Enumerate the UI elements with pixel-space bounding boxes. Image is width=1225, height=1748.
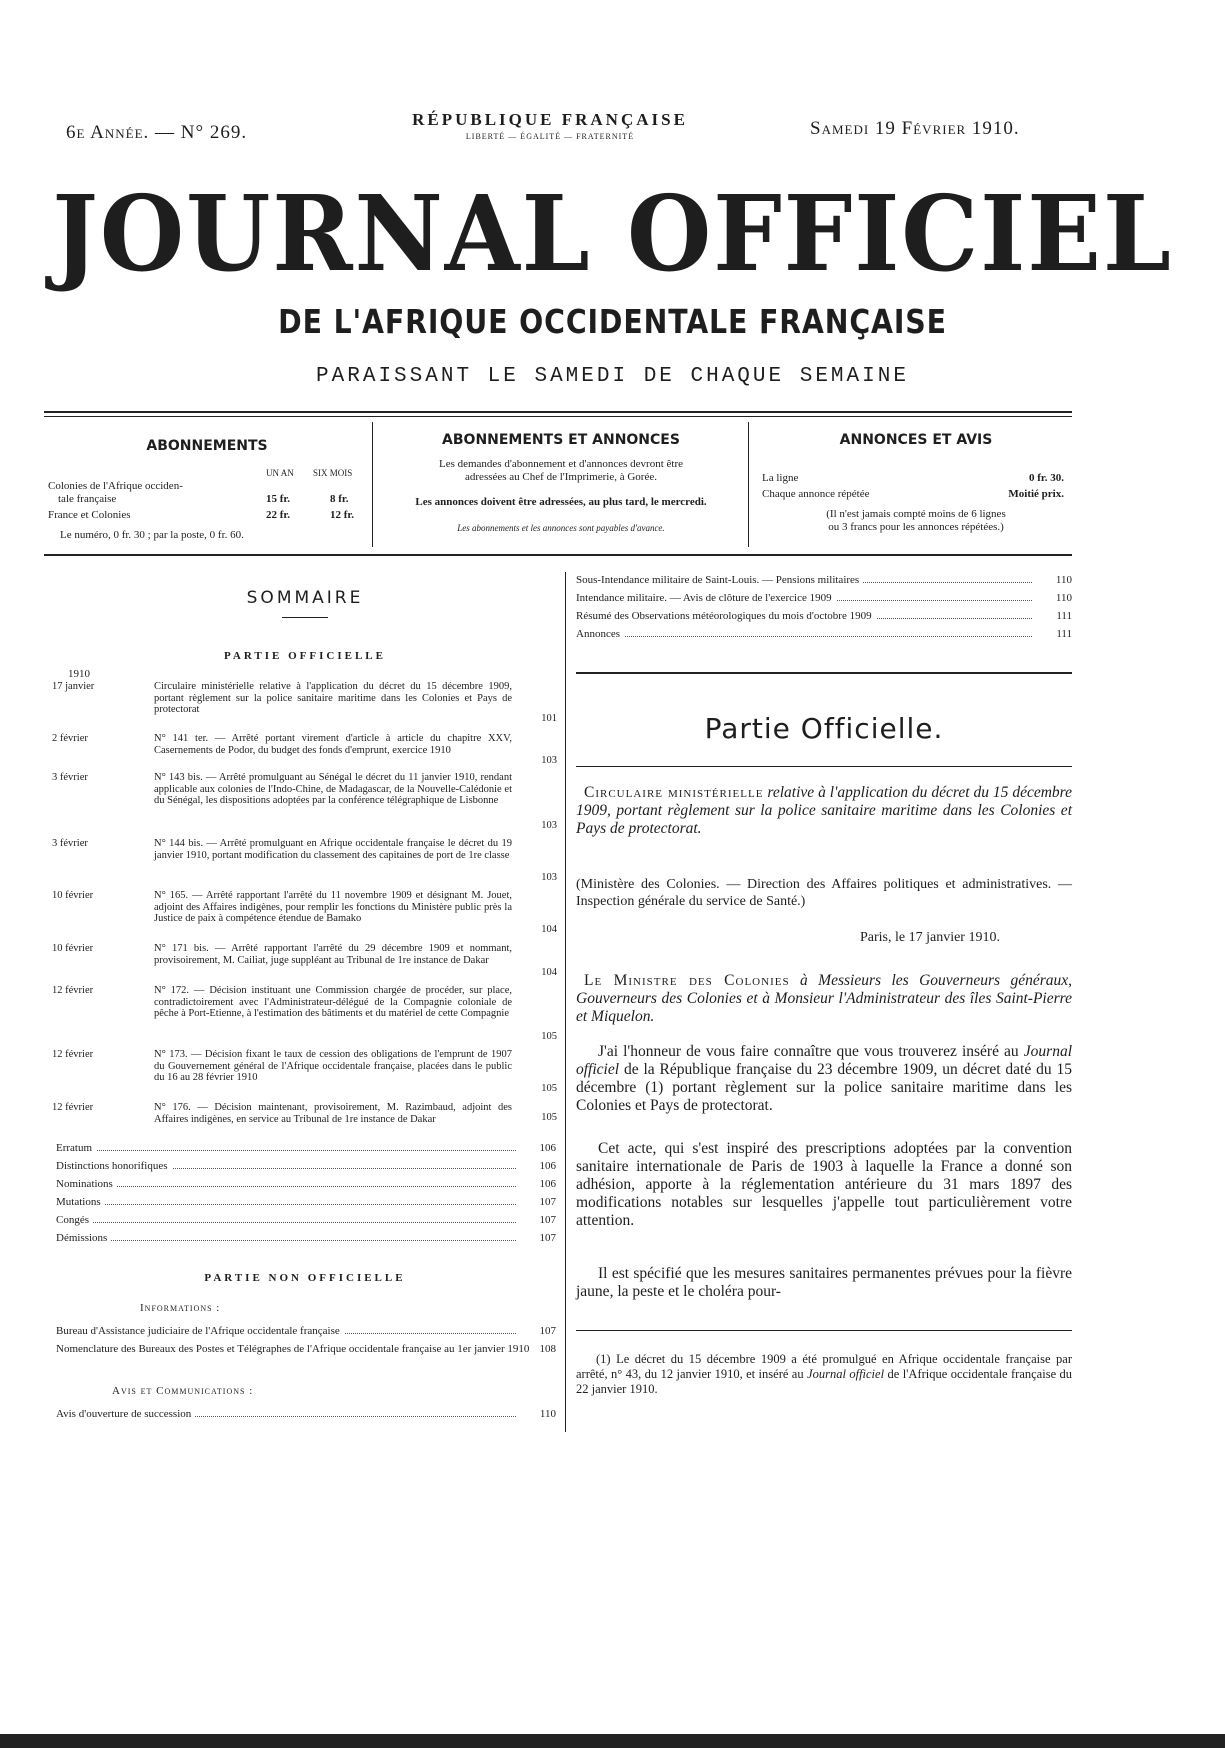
repete-value: Moitié prix. [1008, 488, 1064, 500]
republique-label: RÉPUBLIQUE FRANÇAISE [412, 110, 688, 129]
leader-dots [56, 1240, 516, 1241]
col-un-an: UN AN [266, 468, 294, 478]
sommaire-year: 1910 [68, 668, 90, 680]
toc-entry-date: 3 février [52, 772, 88, 783]
toc-entry-page: 103 [541, 820, 557, 831]
abon-row1-an: 15 fr. [266, 493, 291, 505]
band-bottom-rule [44, 554, 1072, 556]
toc-simple-page: 108 [539, 1343, 556, 1355]
toc-simple-label: Bureau d'Assistance judiciaire de l'Afrique occidentale française [56, 1325, 344, 1337]
toc-entry-text: N° 176. — Décision maintenant, provisoirement, M. Razimbaud, adjoint des Affaires indigènes, en service au Tribunal de 1re instance de Dakar [154, 1102, 512, 1125]
toc-simple-entry [576, 592, 1072, 605]
issue-date: Samedi 19 Février 1910. [810, 118, 1020, 139]
toc-simple-page: 106 [539, 1178, 556, 1190]
leader-dots [56, 1150, 516, 1151]
numero-price: Le numéro, 0 fr. 30 ; par la poste, 0 fr. 60. [60, 529, 244, 541]
toc-entry [52, 733, 557, 767]
ligne-label: La ligne [762, 472, 799, 484]
toc-entry-text: N° 144 bis. — Arrêté promulguant en Afrique occidentale française le décret du 19 janvier 1910, portant modification du classement des capitaines de port de 1re classe [154, 838, 512, 861]
leader-dots [56, 1222, 516, 1223]
toc-simple-label: Résumé des Observations météorologiques du mois d'octobre 1909 [576, 610, 876, 622]
toc-entry-text: N° 141 ter. — Arrêté portant virement d'article à article du chapitre XXV, Casernements de Podor, du budget des fonds d'emprunt, exercice 1910 [154, 733, 512, 756]
toc-entry [52, 772, 557, 832]
toc-simple-label: Nomenclature des Bureaux des Postes et Télégraphes de l'Afrique occidentale française au 1er janvier 1910 [56, 1343, 533, 1355]
column-divider [565, 572, 566, 1432]
toc-entry-text: N° 165. — Arrêté rapportant l'arrêté du 11 novembre 1909 et désignant M. Jouet, adjoint des Affaires indigènes, pour remplir les fonctions du Ministère public près la Justice de paix à compétence étendue de Bamako [154, 890, 512, 924]
toc-simple-label: Erratum [56, 1142, 96, 1154]
leader-dots [576, 636, 1032, 637]
toc-simple-entry [576, 610, 1072, 623]
footnote-journal-ref: Journal officiel [807, 1367, 885, 1381]
paragraph-1 [576, 1043, 1072, 1115]
toc-simple-page: 106 [539, 1160, 556, 1172]
annonces-note [760, 508, 1072, 534]
band-divider-1 [372, 422, 373, 547]
repete-label: Chaque annonce répétée [762, 488, 870, 500]
band-top-rule [44, 411, 1072, 413]
toc-simple-page: 110 [1055, 574, 1072, 586]
toc-entry-date: 3 février [52, 838, 88, 849]
toc-simple-entry [56, 1214, 556, 1227]
paragraph-3: Il est spécifié que les mesures sanitaires permanentes prévues pour la fièvre jaune, la peste et le choléra pour- [576, 1265, 1072, 1300]
toc-simple-label: Sous-Intendance militaire de Saint-Louis. — Pensions militaires [576, 574, 863, 586]
toc-simple-page: 107 [539, 1325, 556, 1337]
leader-dots [56, 1186, 516, 1187]
abon-row2-label: France et Colonies [48, 509, 131, 521]
ministere-line: (Ministère des Colonies. — Direction des Affaires politiques et administratives. — Inspection générale du service de Santé.) [576, 877, 1072, 909]
toc-simple-label: Congés [56, 1214, 93, 1226]
toc-simple-label: Nominations [56, 1178, 117, 1190]
ministre-address [576, 972, 1072, 1026]
journal-title: JOURNAL OFFICIEL [52, 172, 1173, 295]
toc-simple-label: Intendance militaire. — Avis de clôture de l'exercice 1909 [576, 592, 836, 604]
toc-simple-label: Distinctions honorifiques [56, 1160, 172, 1172]
abon-annonces-line4: Les abonnements et les annonces sont payables d'avance. [457, 523, 665, 533]
toc-simple-entry [56, 1343, 556, 1356]
footnote [576, 1352, 1072, 1397]
toc-entry [52, 943, 557, 979]
abon-annonces-line3: Les annonces doivent être adressées, au plus tard, le mercredi. [415, 496, 707, 508]
toc-entry [52, 985, 557, 1043]
annonces-avis-box [760, 432, 1072, 533]
toc-simple-page: 110 [1055, 592, 1072, 604]
abon-row2-six: 12 fr. [330, 509, 355, 521]
p1-part-b: de la République française du 23 décembre 1909, un décret daté du 15 décembre (1) portant règlement sur la police sanitaire maritime dans les Colonies et Pays de protectorat. [576, 1061, 1073, 1114]
toc-entry-date: 10 février [52, 943, 94, 954]
toc-entry-text: N° 143 bis. — Arrêté promulguant au Sénégal le décret du 11 janvier 1910, rendant applicable aux colonies de l'Indo-Chine, de Madagascar, de la Nouvelle-Calédonie et du Sénégal, les dispositions adoptées par la conférence télégraphique de Lisbonne [154, 772, 512, 806]
toc-simple-label: Démissions [56, 1232, 111, 1244]
issue-number: 6e Année. — N° 269. [66, 122, 248, 143]
toc-simple-entry [576, 628, 1072, 641]
partie-officielle-title: Partie Officielle. [704, 712, 944, 745]
toc-entry-page: 104 [541, 924, 557, 935]
toc-entry-text: N° 173. — Décision fixant le taux de cession des obligations de l'emprunt de 1907 du Gouvernement général de l'Afrique occidentale française, placées dans le public du 16 au 28 février 1910 [154, 1049, 512, 1083]
abon-annonces-line1: Les demandes d'abonnement et d'annonces devront être [438, 458, 684, 470]
toc-entry [52, 890, 557, 936]
sommaire-rule [282, 617, 328, 618]
ligne-value: 0 fr. 30. [1028, 472, 1064, 484]
p1-journal-ref: Journal officiel [576, 1043, 1073, 1078]
col-six-mois: SIX MOIS [313, 468, 353, 478]
abon-annonces-line2: adressées au Chef de l'Imprimerie, à Gorée. [465, 471, 657, 483]
toc-simple-page: 110 [539, 1408, 556, 1420]
toc-simple-entry [56, 1142, 556, 1155]
band-divider-2 [748, 422, 749, 547]
toc-entry-text: Circulaire ministérielle relative à l'application du décret du 15 décembre 1909, portant règlement sur la police sanitaire maritime dans les Colonies et Pays de protectorat [154, 681, 512, 715]
lieu-date: Paris, le 17 janvier 1910. [860, 930, 1000, 945]
toc-simple-label: Mutations [56, 1196, 105, 1208]
toc-simple-page: 106 [539, 1142, 556, 1154]
toc-simple-page: 111 [1056, 610, 1072, 622]
toc-entry-page: 101 [541, 713, 557, 724]
p1-part-a: J'ai l'honneur de vous faire connaître que vous trouverez inséré au [598, 1043, 1019, 1060]
toc-entry-page: 104 [541, 967, 557, 978]
devise-label: LIBERTÉ — ÉGALITÉ — FRATERNITÉ [465, 132, 635, 141]
toc-entry-date: 12 février [52, 1102, 94, 1113]
abonnements-heading: ABONNEMENTS [146, 438, 268, 454]
toc-simple-page: 107 [539, 1232, 556, 1244]
abon-row-colonies [48, 480, 258, 506]
toc-simple-entry [576, 574, 1072, 587]
toc-simple-entry [56, 1325, 556, 1338]
annonces-note-2: ou 3 francs pour les annonces répétées.) [828, 521, 1004, 533]
toc-entry-date: 12 février [52, 1049, 94, 1060]
ministre-label: Le Ministre des Colonies [584, 972, 790, 989]
toc-entry-page: 105 [541, 1083, 557, 1094]
toc-entry [52, 838, 557, 884]
toc-simple-entry [56, 1160, 556, 1173]
informations-head: Informations : [140, 1302, 221, 1314]
partie-top-rule [576, 672, 1072, 674]
partie-non-officielle-head: PARTIE NON OFFICIELLE [204, 1272, 406, 1284]
abon-row2-an: 22 fr. [266, 509, 291, 521]
toc-simple-page: 107 [539, 1214, 556, 1226]
toc-simple-entry [56, 1408, 556, 1421]
abon-row1-label-b: tale française [58, 493, 117, 505]
toc-entry-date: 12 février [52, 985, 94, 996]
toc-entry-page: 103 [541, 755, 557, 766]
ministre-recipients: à Messieurs les Gouverneurs généraux, Gouverneurs des Colonies et à Monsieur l'Administrateur des îles Saint-Pierre et Miquelon. [576, 972, 1072, 1025]
republic-header [370, 110, 730, 141]
avis-communications-head: Avis et Communications : [112, 1385, 254, 1397]
footnote-part-a: (1) Le décret du 15 décembre 1909 a été promulgué en Afrique occidentale française par arrêté, n° 43, du 12 janvier 1910, et inséré au [576, 1352, 1072, 1381]
toc-entry-date: 17 janvier [52, 681, 95, 692]
circulaire-title [576, 784, 1072, 838]
leader-dots [56, 1204, 516, 1205]
toc-simple-entry [56, 1196, 556, 1209]
circulaire-subject: relative à l'application du décret du 15 décembre 1909, portant règlement sur la police sanitaire maritime dans les Colonies et Pays de protectorat. [576, 784, 1072, 837]
toc-entry-date: 2 février [52, 733, 88, 744]
toc-entry-text: N° 171 bis. — Arrêté rapportant l'arrêté du 29 décembre 1909 et nommant, provisoirement, M. Cailiat, juge suppléant au Tribunal de 1re instance de Dakar [154, 943, 512, 966]
toc-entry-date: 10 février [52, 890, 94, 901]
toc-simple-label: Avis d'ouverture de succession [56, 1408, 195, 1420]
abon-row1-label-a: Colonies de l'Afrique occiden- [48, 480, 183, 492]
toc-simple-page: 107 [539, 1196, 556, 1208]
toc-simple-entry [56, 1178, 556, 1191]
annonces-avis-heading: ANNONCES ET AVIS [839, 432, 993, 448]
abon-annonces-heading: ABONNEMENTS ET ANNONCES [442, 432, 680, 448]
abonnements-box [48, 438, 366, 541]
toc-simple-page: 111 [1056, 628, 1072, 640]
partie-bottom-rule [576, 766, 1072, 767]
toc-simple-label: Annonces [576, 628, 624, 640]
footnote-rule [576, 1330, 1072, 1331]
sommaire-title: SOMMAIRE [246, 588, 364, 608]
band-top-rule-2 [44, 416, 1072, 417]
toc-entry-page: 103 [541, 872, 557, 883]
toc-entry-page: 105 [541, 1031, 557, 1042]
footnote-part-b: de l'Afrique occidentale française du 22 janvier 1910. [576, 1367, 1073, 1396]
toc-entry [52, 681, 557, 725]
toc-simple-entry [56, 1232, 556, 1245]
scan-bottom-edge [0, 1734, 1225, 1748]
toc-entry [52, 1102, 557, 1124]
publication-frequency: PARAISSANT LE SAMEDI DE CHAQUE SEMAINE [316, 365, 909, 388]
toc-entry-page: 105 [541, 1112, 557, 1123]
annonces-note-1: (Il n'est jamais compté moins de 6 lignes [826, 508, 1006, 520]
partie-officielle-head: PARTIE OFFICIELLE [224, 650, 386, 662]
circulaire-label: Circulaire ministérielle [584, 784, 764, 801]
journal-subtitle: DE L'AFRIQUE OCCIDENTALE FRANÇAISE [278, 302, 947, 341]
abon-row1-six: 8 fr. [330, 493, 349, 505]
abonnements-annonces-box [380, 432, 742, 533]
toc-entry [52, 1049, 557, 1095]
toc-entry-text: N° 172. — Décision instituant une Commission chargée de procéder, sur place, contradictoirement avec l'Administrateur-délégué de la Compagnie coloniale de pêche à Port-Etienne, à l'estimation des bâtiments et du matériel de cette Compagnie [154, 985, 512, 1019]
paragraph-2: Cet acte, qui s'est inspiré des prescriptions adoptées par la convention sanitaire internationale de Paris de 1903 à laquelle la France a donné son adhésion, apporte à la réglementation antérieure du 31 mars 1897 des modifications notables sur lesquelles j'appelle tout particulièrement votre attention. [576, 1140, 1072, 1229]
